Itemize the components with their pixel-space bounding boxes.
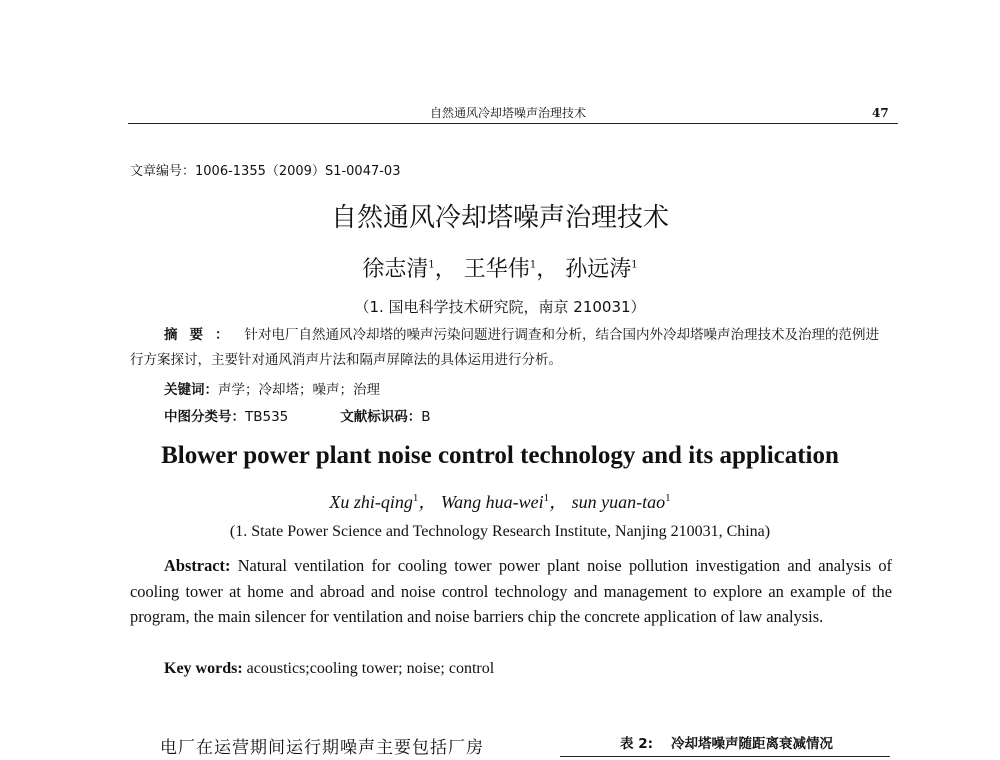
cn-author-3: 孙远涛$^1$ xyxy=(565,257,638,282)
cn-abstract xyxy=(130,323,890,373)
article-id: 文章编号：1006-1355（2009）S1-0047-03 xyxy=(130,164,401,179)
cn-classification xyxy=(164,405,431,425)
en-keywords-label: Key words: xyxy=(164,660,243,677)
en-keywords xyxy=(164,660,494,678)
table-caption-text: 冷却塔噪声随距离衰减情况 xyxy=(671,736,833,752)
cn-keywords-label: 关键词： xyxy=(164,382,218,398)
cn-class-value: TB535 xyxy=(245,409,289,425)
cn-keywords xyxy=(164,378,380,398)
table-top-rule xyxy=(560,756,890,757)
en-author-1: Xu zhi-qing$^1$， xyxy=(329,492,437,512)
table-caption xyxy=(620,732,833,752)
page-number: 47 xyxy=(872,106,889,120)
cn-doc-code-value: B xyxy=(421,409,431,425)
cn-abstract-label: 摘要： xyxy=(164,327,241,343)
cn-authors xyxy=(0,252,1000,283)
en-affiliation: (1. State Power Science and Technology Research Institute, Nanjing 210031, China) xyxy=(229,523,771,540)
en-abstract-label: Abstract: xyxy=(164,556,231,575)
en-author-3: sun yuan-tao$^1$ xyxy=(571,492,671,512)
running-header-title: 自然通风冷却塔噪声治理技术 xyxy=(430,106,587,120)
en-title: Blower power plant noise control technology and its application xyxy=(161,442,839,469)
cn-author-1: 徐志清$^1$， xyxy=(362,257,457,282)
en-abstract-text: Natural ventilation for cooling tower power plant noise pollution investigation and analysis of cooling tower at home and abroad and noise control technology and management to explore an example of the program, the main silencer for ventilation and noise barriers chip the concrete application of law analysis. xyxy=(130,556,892,626)
cn-keywords-text: 声学；冷却塔；噪声；治理 xyxy=(218,382,380,398)
en-authors xyxy=(0,488,1000,514)
en-abstract xyxy=(130,553,892,630)
body-first-line: 电厂在运营期间运行期噪声主要包括厂房 xyxy=(160,738,484,758)
cn-doc-code-label: 文献标识码： xyxy=(340,409,422,425)
table-caption-label: 表 2: xyxy=(620,736,653,752)
en-author-2: Wang hua-wei$^1$， xyxy=(440,492,568,512)
cn-affiliation: （1. 国电科学技术研究院，南京 210031） xyxy=(354,298,646,316)
en-keywords-text: acoustics;cooling tower; noise; control xyxy=(246,660,495,677)
cn-abstract-text: 针对电厂自然通风冷却塔的噪声污染问题进行调查和分析，结合国内外冷却塔噪声治理技术及治理的范例进行方案探讨，主要针对通风消声片法和隔声屏障法的具体运用进行分析。 xyxy=(130,327,879,368)
cn-class-label: 中图分类号： xyxy=(164,409,245,425)
header-rule xyxy=(128,123,898,124)
cn-title: 自然通风冷却塔噪声治理技术 xyxy=(330,203,669,233)
cn-author-2: 王华伟$^1$， xyxy=(463,257,559,282)
